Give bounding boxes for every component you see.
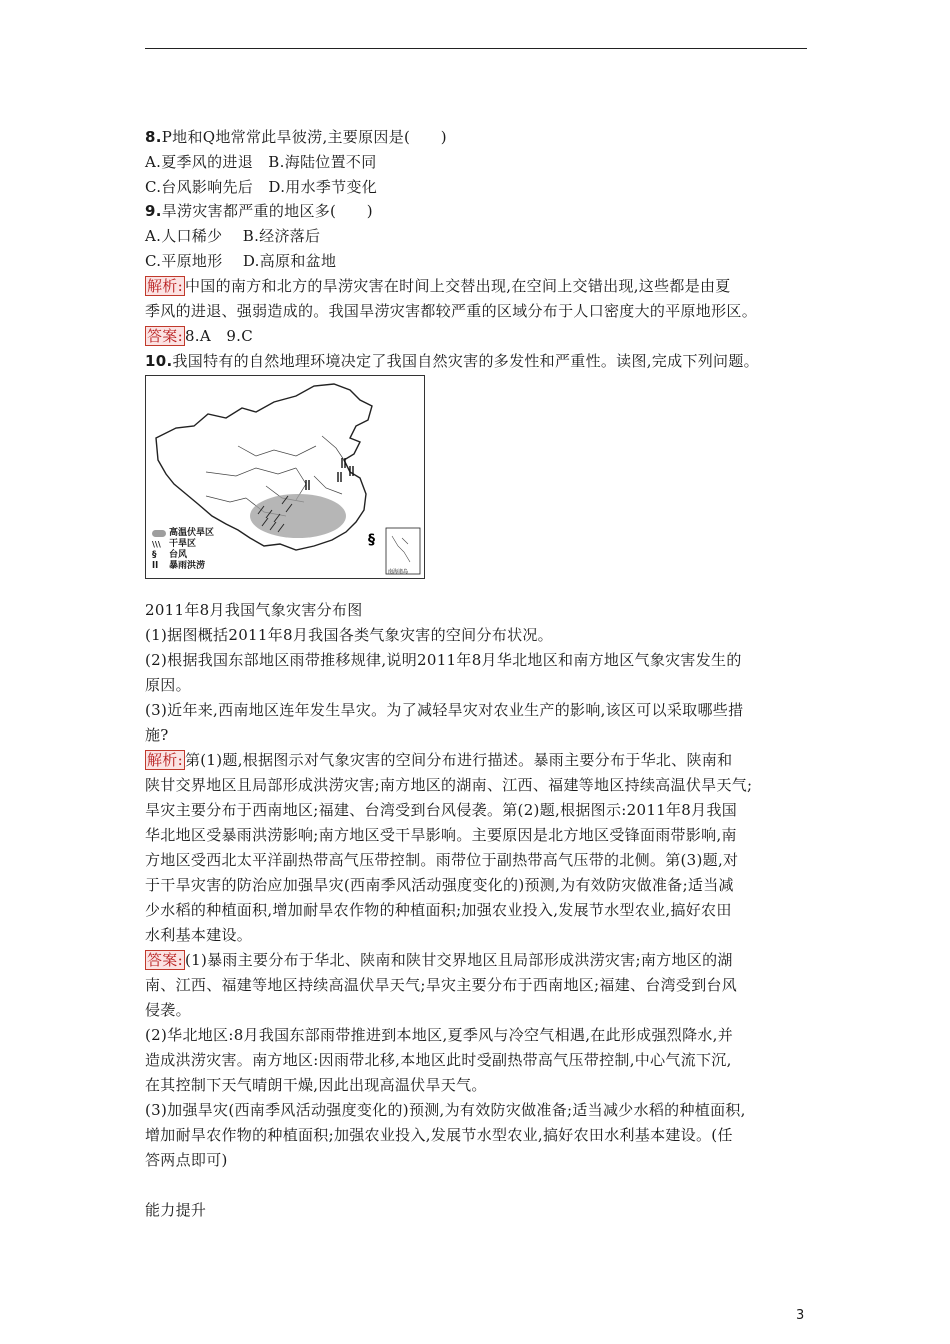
q8-option-ab: A.夏季风的进退 B.海陆位置不同 xyxy=(145,153,377,171)
analysis10-line-7: 少水稻的种植面积,增加耐旱农作物的种植面积;加强农业投入,发展节水型农业,搞好农田 xyxy=(145,901,732,919)
analysis89-line-1: 解析: 中国的南方和北方的旱涝灾害在时间上交替出现,在空间上交错出现,这些都是由夏 xyxy=(147,277,731,295)
q10-sub1: (1)据图概括2011年8月我国各类气象灾害的空间分布状况。 xyxy=(145,626,553,644)
map-legend xyxy=(152,528,214,572)
q10-number: 10. xyxy=(145,352,173,370)
legend-flood: ll 暴雨洪涝 xyxy=(152,561,206,571)
answer10-line-3: 侵袭。 xyxy=(145,1001,191,1019)
q10-sub3-line-1: (3)近年来,西南地区连年发生旱灾。为了减轻旱灾对农业生产的影响,该区可以采取哪些措 xyxy=(145,701,744,719)
answer89: 答案: 8.A 9.C xyxy=(147,327,254,345)
q8-stem: 8.P地和Q地常常此旱彼涝,主要原因是( ) xyxy=(145,128,447,146)
q8-number: 8. xyxy=(145,128,162,146)
analysis10-line-3: 旱灾主要分布于西南地区;福建、台湾受到台风侵袭。第(2)题,根据图示:2011年8月我国 xyxy=(145,801,738,819)
answer10-line-4: (2)华北地区:8月我国东部雨带推进到本地区,夏季风与冷空气相遇,在此形成强烈降水,并 xyxy=(145,1026,734,1044)
analysis10-line-5: 方地区受西北太平洋副热带高气压带控制。雨带位于副热带高气压带的北侧。第(3)题,对 xyxy=(145,851,739,869)
q10-sub3-line-2: 施? xyxy=(145,726,169,744)
q9-number: 9. xyxy=(145,202,162,220)
flood-icon: ll xyxy=(152,561,159,571)
map-caption: 2011年8月我国气象灾害分布图 xyxy=(145,601,363,619)
gray-swatch-icon xyxy=(152,530,166,537)
analysis-tag: 解析: xyxy=(147,751,183,769)
answer10-line-7: (3)加强旱灾(西南季风活动强度变化的)预测,为有效防灾做准备;适当减少水稻的种植面积, xyxy=(145,1101,746,1119)
typhoon-icon: § xyxy=(152,550,157,560)
page-number: 3 xyxy=(796,1308,805,1323)
analysis10-line-6: 于干旱灾害的防治应加强旱灾(西南季风活动强度变化的)预测,为有效防灾做准备;适当减 xyxy=(145,876,734,894)
q9-option-cd: C.平原地形 D.高原和盆地 xyxy=(145,252,337,270)
answer10-line-1: 答案: (1)暴雨主要分布于华北、陕南和陕甘交界地区且局部形成洪涝灾害;南方地区的湖 xyxy=(147,951,733,969)
analysis10-line-1: 解析: 第(1)题,根据图示对气象灾害的空间分布进行描述。暴雨主要分布于华北、陕南和 xyxy=(147,751,733,769)
analysis-tag: 解析: xyxy=(147,277,183,295)
section-title: 能力提升 xyxy=(145,1201,207,1219)
q9-option-ab: A.人口稀少 B.经济落后 xyxy=(145,227,321,245)
q9-stem: 9.旱涝灾害都严重的地区多( ) xyxy=(145,202,373,220)
analysis89-line-2: 季风的进退、强弱造成的。我国旱涝灾害都较严重的区域分布于人口密度大的平原地形区。 xyxy=(145,302,758,320)
analysis10-line-4: 华北地区受暴雨洪涝影响;南方地区受干旱影响。主要原因是北方地区受锋面雨带影响,南 xyxy=(145,826,737,844)
q10-sub2-line-2: 原因。 xyxy=(145,676,191,694)
answer10-line-5: 造成洪涝灾害。南方地区:因雨带北移,本地区此时受副热带高气压带控制,中心气流下沉, xyxy=(145,1051,732,1069)
header-rule xyxy=(145,48,807,49)
analysis10-line-8: 水利基本建设。 xyxy=(145,926,253,944)
typhoon-symbol: § xyxy=(368,532,375,548)
hatch-icon: \\\ xyxy=(152,540,161,549)
answer-tag: 答案: xyxy=(147,327,183,345)
answer-tag: 答案: xyxy=(147,951,183,969)
legend-dry: \\\ 干旱区 xyxy=(152,539,197,549)
answer10-line-8: 增加耐旱农作物的种植面积;加强农业投入,发展节水型农业,搞好农田水利基本建设。(任 xyxy=(145,1126,733,1144)
drought-heat-region xyxy=(250,494,346,538)
legend-heat-drought: 高温伏旱区 xyxy=(152,528,214,539)
inset-label: 南海诸岛 xyxy=(388,569,409,575)
q10-sub2-line-1: (2)根据我国东部地区雨带推移规律,说明2011年8月华北地区和南方地区气象灾害发生的 xyxy=(145,651,742,669)
q10-stem: 10.我国特有的自然地理环境决定了我国自然灾害的多发性和严重性。读图,完成下列问题。 xyxy=(145,352,759,370)
answer10-line-9: 答两点即可) xyxy=(145,1151,228,1169)
analysis10-line-2: 陕甘交界地区且局部形成洪涝灾害;南方地区的湖南、江西、福建等地区持续高温伏旱天气; xyxy=(145,776,753,794)
answer10-line-2: 南、江西、福建等地区持续高温伏旱天气;旱灾主要分布于西南地区;福建、台湾受到台风 xyxy=(145,976,738,994)
legend-typhoon: § 台风 xyxy=(152,550,188,560)
disaster-map xyxy=(145,375,425,579)
q8-option-cd: C.台风影响先后 D.用水季节变化 xyxy=(145,178,378,196)
answer10-line-6: 在其控制下天气晴朗干燥,因此出现高温伏旱天气。 xyxy=(145,1076,487,1094)
